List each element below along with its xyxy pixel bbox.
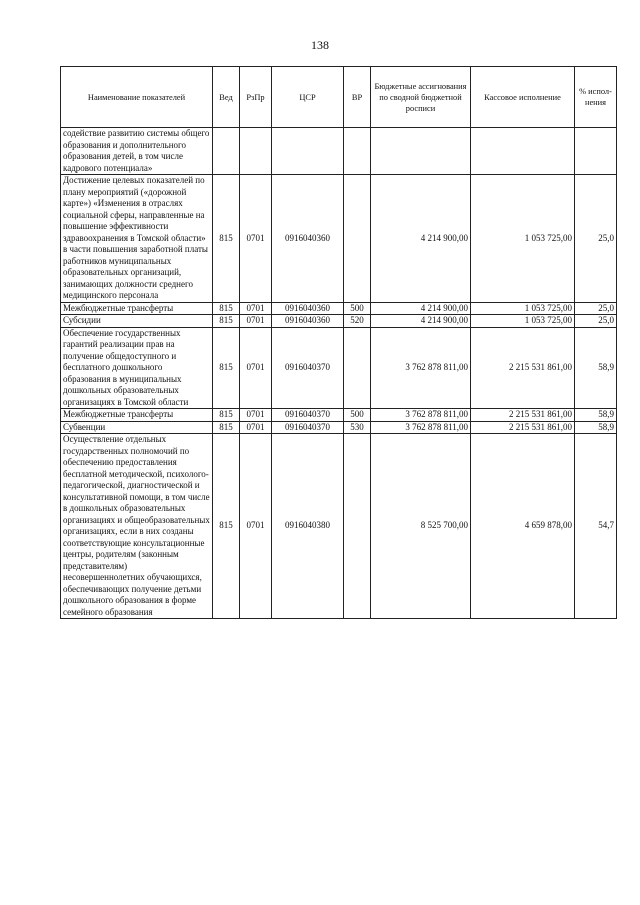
row-csr: 0916040370	[272, 409, 344, 422]
row-name: Обеспечение государственных гарантий реализации прав на получение общедоступного и бесплатного дошкольного образования в муниципальных дошкольных образовательных организациях в Томской области	[61, 327, 213, 409]
row-ved	[213, 128, 240, 175]
table-row	[61, 128, 617, 175]
row-name: Межбюджетные трансферты	[61, 409, 213, 422]
row-name: Межбюджетные трансферты	[61, 302, 213, 315]
table-row	[61, 315, 617, 328]
row-cash: 1 053 725,00	[471, 315, 575, 328]
budget-execution-table	[60, 66, 617, 619]
row-csr	[272, 128, 344, 175]
row-cash: 2 215 531 861,00	[471, 327, 575, 409]
row-budget	[371, 128, 471, 175]
table-row	[61, 327, 617, 409]
row-budget: 3 762 878 811,00	[371, 421, 471, 434]
row-budget: 3 762 878 811,00	[371, 327, 471, 409]
row-pct: 54,7	[575, 434, 617, 619]
row-name: Субвенции	[61, 421, 213, 434]
table-header	[61, 67, 617, 128]
col-header-pct: % испол-нения	[575, 67, 617, 128]
row-rzpr: 0701	[240, 302, 272, 315]
row-ved: 815	[213, 302, 240, 315]
row-pct	[575, 128, 617, 175]
row-budget: 4 214 900,00	[371, 302, 471, 315]
row-name: Достижение целевых показателей по плану мероприятий («дорожной карте») «Изменения в отраслях социальной сферы, направленные на повышение эффективности здравоохранения в Томской области» в части повышения заработной платы работников муниципальных образовательных организаций, занимающих должности среднего медицинского персонала	[61, 175, 213, 303]
row-csr: 0916040360	[272, 175, 344, 303]
col-header-cash: Кассовое исполнение	[471, 67, 575, 128]
row-cash: 2 215 531 861,00	[471, 409, 575, 422]
row-cash: 2 215 531 861,00	[471, 421, 575, 434]
row-rzpr: 0701	[240, 315, 272, 328]
row-csr: 0916040380	[272, 434, 344, 619]
col-header-budget: Бюджетные ассигнования по сводной бюджетной росписи	[371, 67, 471, 128]
row-name: Осуществление отдельных государственных полномочий по обеспечению предоставления бесплатной методической, психолого-педагогической, диагностической и консультативной помощи, в том числе в дошкольных образовательных организациях и общеобразовательных организациях, если в них созданы соответствующие консультационные центры, родителям (законным представителям) несовершеннолетних обучающихся, обеспечивающих получение детьми дошкольного образования в форме семейного образования	[61, 434, 213, 619]
row-csr: 0916040360	[272, 302, 344, 315]
col-header-name: Наименование показателей	[61, 67, 213, 128]
row-budget: 8 525 700,00	[371, 434, 471, 619]
row-rzpr	[240, 128, 272, 175]
row-cash: 1 053 725,00	[471, 302, 575, 315]
row-ved: 815	[213, 421, 240, 434]
row-name: содействие развитию системы общего образования и дополнительного образования детей, в том числе кадрового потенциала»	[61, 128, 213, 175]
row-rzpr: 0701	[240, 434, 272, 619]
row-ved: 815	[213, 409, 240, 422]
row-vr: 530	[344, 421, 371, 434]
row-ved: 815	[213, 327, 240, 409]
row-pct: 25,0	[575, 175, 617, 303]
row-vr	[344, 175, 371, 303]
page-number: 138	[311, 38, 329, 52]
table-row	[61, 175, 617, 303]
col-header-csr: ЦСР	[272, 67, 344, 128]
row-pct: 58,9	[575, 327, 617, 409]
row-cash	[471, 128, 575, 175]
col-header-ved: Вед	[213, 67, 240, 128]
row-csr: 0916040360	[272, 315, 344, 328]
row-csr: 0916040370	[272, 421, 344, 434]
table-row	[61, 409, 617, 422]
row-rzpr: 0701	[240, 421, 272, 434]
row-vr	[344, 128, 371, 175]
row-vr: 500	[344, 409, 371, 422]
row-ved: 815	[213, 315, 240, 328]
row-ved: 815	[213, 434, 240, 619]
row-vr	[344, 327, 371, 409]
row-budget: 4 214 900,00	[371, 315, 471, 328]
row-pct: 58,9	[575, 421, 617, 434]
row-rzpr: 0701	[240, 327, 272, 409]
col-header-rzpr: РзПр	[240, 67, 272, 128]
row-name: Субсидии	[61, 315, 213, 328]
row-budget: 4 214 900,00	[371, 175, 471, 303]
row-cash: 1 053 725,00	[471, 175, 575, 303]
table-row	[61, 421, 617, 434]
row-vr	[344, 434, 371, 619]
table-row	[61, 302, 617, 315]
row-rzpr: 0701	[240, 409, 272, 422]
row-vr: 500	[344, 302, 371, 315]
row-ved: 815	[213, 175, 240, 303]
row-budget: 3 762 878 811,00	[371, 409, 471, 422]
row-cash: 4 659 878,00	[471, 434, 575, 619]
row-vr: 520	[344, 315, 371, 328]
row-csr: 0916040370	[272, 327, 344, 409]
row-pct: 58,9	[575, 409, 617, 422]
table-row	[61, 434, 617, 619]
row-rzpr: 0701	[240, 175, 272, 303]
col-header-vr: ВР	[344, 67, 371, 128]
row-pct: 25,0	[575, 302, 617, 315]
row-pct: 25,0	[575, 315, 617, 328]
